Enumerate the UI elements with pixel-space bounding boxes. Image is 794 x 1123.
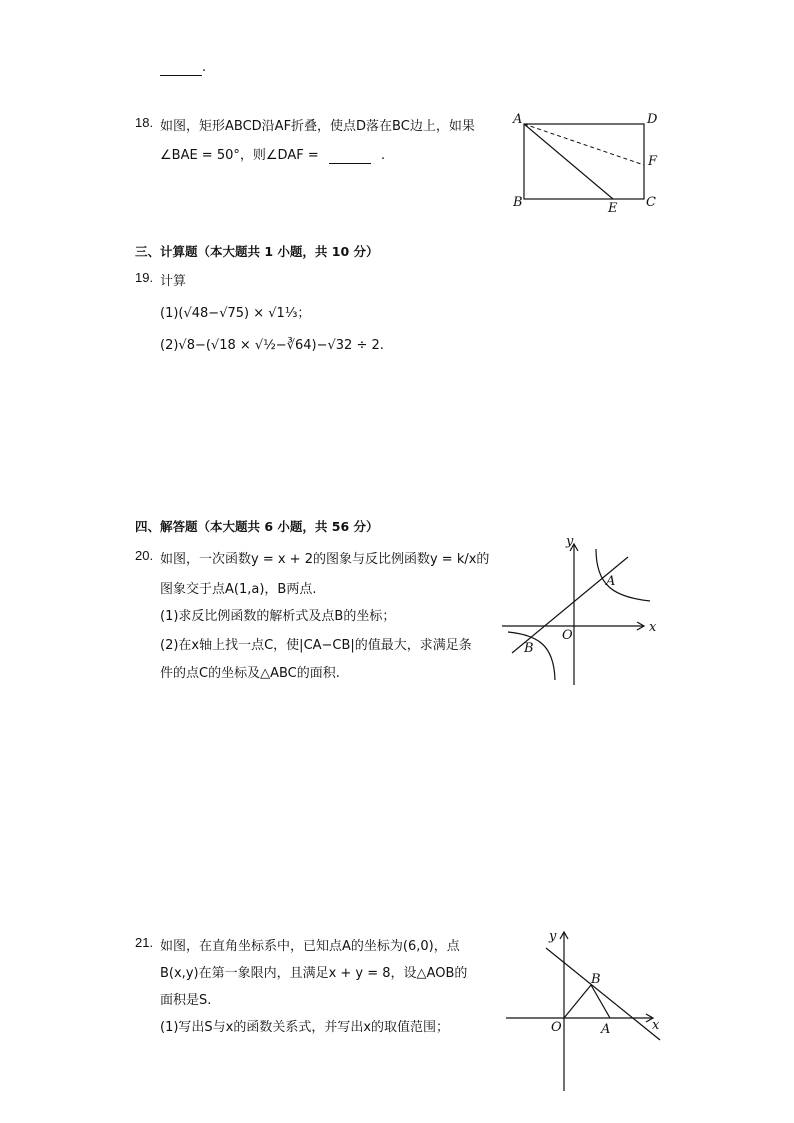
q20-graph-figure	[498, 535, 668, 695]
q20-label-b: B	[524, 641, 534, 656]
q18-label-b: B	[513, 195, 523, 210]
q18-answer-blank	[329, 148, 371, 164]
q21-label-b: B	[591, 972, 601, 987]
q18-line2: ∠BAE = 50°，则∠DAF = .	[160, 148, 386, 163]
q20-line1: 如图，一次函数y = x + 2的图象与反比例函数y = k/x的	[160, 552, 490, 567]
q18-label-f: F	[648, 154, 658, 169]
q20-label-y: y	[566, 535, 574, 549]
section3-title: 三、计算题（本大题共 1 小题，共 10 分）	[135, 244, 379, 259]
q20-line4: (2)在x轴上找一点C，使|CA−CB|的值最大，求满足条	[160, 638, 472, 653]
q18-angle-text: ∠BAE = 50°，则∠DAF =	[160, 148, 319, 163]
q21-line3: 面积是S.	[160, 993, 212, 1008]
q21-number: 21.	[135, 935, 154, 950]
q20-line5: 件的点C的坐标及△ABC的面积.	[160, 666, 340, 681]
q18-number: 18.	[135, 115, 154, 130]
q21-label-y: y	[549, 929, 557, 944]
section4-title: 四、解答题（本大题共 6 小题，共 56 分）	[135, 519, 379, 534]
q21-label-o: O	[551, 1020, 562, 1035]
q18-line1: 如图，矩形ABCD沿AF折叠，使点D落在BC边上，如果	[160, 119, 475, 134]
q21-line1: 如图，在直角坐标系中，已知点A的坐标为(6,0)，点	[160, 939, 460, 954]
q18-label-d: D	[647, 112, 658, 127]
q18-label-c: C	[646, 195, 656, 210]
q19-part1: (1)(√48−√75) × √1⅓；	[160, 306, 311, 321]
q20-number: 20.	[135, 548, 154, 563]
q21-line4: (1)写出S与x的函数关系式，并写出x的取值范围；	[160, 1020, 450, 1035]
q18-rectangle-figure	[505, 108, 670, 218]
q21-graph-figure	[500, 925, 672, 1097]
q19-part2: (2)√8−(√18 × √½−∛64)−√32 ÷ 2.	[160, 338, 384, 353]
q20-line2: 图象交于点A(1,a)，B两点.	[160, 582, 317, 597]
q21-line2: B(x,y)在第一象限内，且满足x + y = 8，设△AOB的	[160, 966, 468, 981]
q18-label-e: E	[608, 201, 618, 216]
q20-label-x: x	[649, 620, 657, 635]
q21-label-a: A	[601, 1022, 611, 1037]
q19-number: 19.	[135, 270, 154, 285]
q19-title: 计算	[160, 274, 187, 289]
q20-label-a: A	[606, 574, 616, 589]
q18-label-a: A	[513, 112, 523, 127]
q21-label-x: x	[652, 1018, 660, 1033]
answer-blank-top: .	[160, 60, 206, 76]
q20-label-o: O	[562, 628, 573, 643]
q20-line3: (1)求反比例函数的解析式及点B的坐标；	[160, 609, 396, 624]
